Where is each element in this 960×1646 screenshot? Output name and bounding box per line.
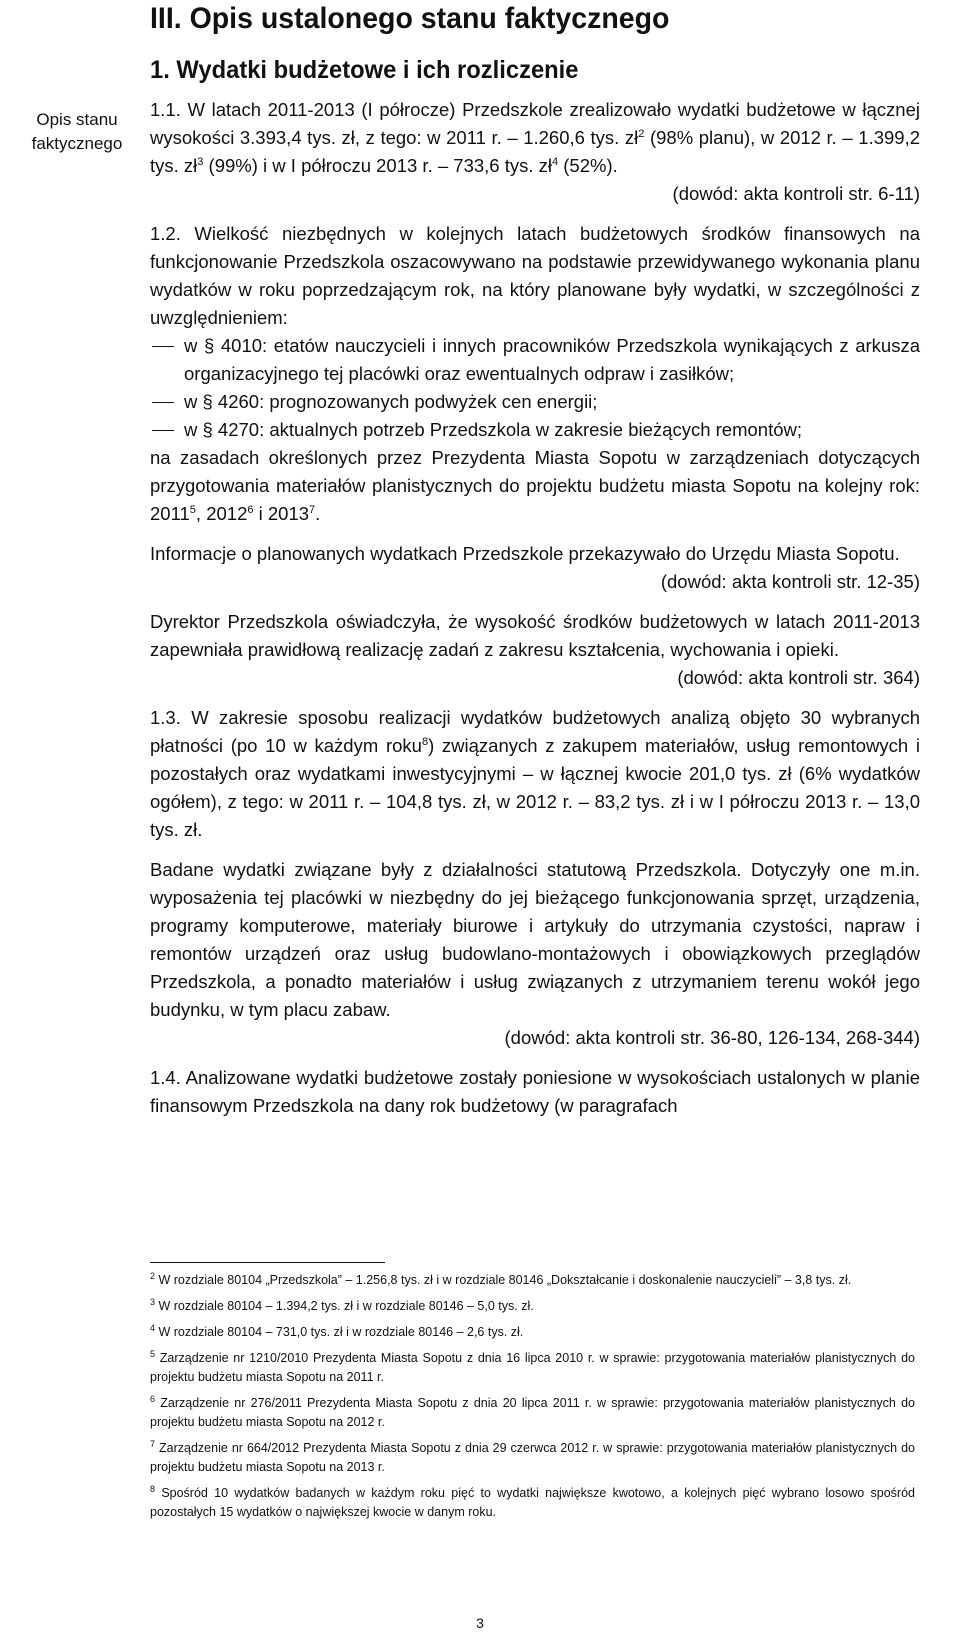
footnote-ref-8: 8 [421, 735, 429, 748]
evidence-note: (dowód: akta kontroli str. 36-80, 126-134, 268-344) [504, 1027, 920, 1048]
footnote: $^5$ Zarządzenie nr 1210/2010 Prezydenta Miasta Sopotu z dnia 16 lipca 2010 r. w sprawie: przygotowania materiałów planistycznych do projektu budżetu miasta Sopotu na 2011 r. [150, 1348, 915, 1384]
footnotes [150, 1271, 915, 1529]
paragraph-1-4: 1.4. Analizowane wydatki budżetowe zostały poniesione w wysokościach ustalonych w planie finansowym Przedszkola na dany rok budżetowy (w paragrafach [150, 1067, 920, 1116]
paragraph-1-2-cont: na zasadach określonych przez Prezydenta Miasta Sopotu w zarządzeniach dotyczących przygotowania materiałów planistycznych do projektu budżetu miasta Sopotu na kolejny rok: 2011$^5$, 2012$^6$ i 2013$^7$. [150, 447, 920, 524]
footnote: $^8$ Spośród 10 wydatków badanych w każdym roku pięć to wydatki największe kwotowo, a kolejnych pięć wybrano losowo spośród pozostałych 15 wydatków o największej kwocie w danym roku. [150, 1483, 915, 1519]
paragraph-1-3: 1.3. W zakresie sposobu realizacji wydatków budżetowych analizą objęto 30 wybranych płatności (po 10 w każdym roku$^8$) związanych z zakupem materiałów, usług remontowych i pozostałych oraz wydatkami inwestycyjnymi – w łącznej kwocie 201,0 tys. zł (6% wydatków ogółem), z tego: w 2011 r. – 104,8 tys. zł, w 2012 r. – 83,2 tys. zł i w I półroczu 2013 r. – 13,0 tys. zł. [150, 707, 920, 840]
margin-label: Opis stanu faktycznego [31, 110, 123, 153]
footnote-ref-6: 6 [247, 503, 254, 516]
list-item: w § 4260: prognozowanych podwyżek cen energii; [184, 391, 598, 412]
footnote: $^6$ Zarządzenie nr 276/2011 Prezydenta Miasta Sopotu z dnia 20 lipca 2011 r. w sprawie: przygotowania materiałów planistycznych do projektu budżetu miasta Sopotu na 2012 r. [150, 1393, 915, 1429]
footnote-separator [150, 1262, 385, 1263]
footnote: $^7$ Zarządzenie nr 664/2012 Prezydenta Miasta Sopotu z dnia 29 czerwca 2012 r. w sprawie: przygotowania materiałów planistycznych do projektu budżetu miasta Sopotu na 2013 r. [150, 1438, 915, 1474]
subsection-heading: 1. Wydatki budżetowe i ich rozliczenie [150, 56, 579, 84]
evidence-note: (dowód: akta kontroli str. 12-35) [660, 571, 920, 592]
list-item: w § 4010: etatów nauczycieli i innych pracowników Przedszkola wynikających z arkusza organizacyjnego tej placówki oraz ewentualnych odpraw i zasiłków; [184, 335, 920, 384]
section-heading: III. Opis ustalonego stanu faktycznego [150, 2, 670, 35]
footnote-ref-3: 3 [197, 155, 204, 168]
paragraph-1-2: 1.2. Wielkość niezbędnych w kolejnych latach budżetowych środków finansowych na funkcjonowanie Przedszkola oszacowywano na podstawie przewidywanego wykonania planu wydatków w roku poprzedzającym rok, na który planowane były wydatki, w szczególności z uwzględnieniem: [150, 223, 920, 328]
evidence-note: (dowód: akta kontroli str. 364) [677, 667, 920, 688]
page-number: 3 [476, 1615, 484, 1631]
footnote-ref-2: 2 [638, 127, 645, 140]
paragraph-info: Informacje o planowanych wydatkach Przedszkole przekazywało do Urzędu Miasta Sopotu. [150, 543, 900, 564]
footnote-ref-4: 4 [552, 155, 559, 168]
evidence-note: (dowód: akta kontroli str. 6-11) [672, 183, 920, 204]
paragraph-director: Dyrektor Przedszkola oświadczyła, że wysokość środków budżetowych w latach 2011-2013 zapewniała prawidłową realizację zadań z zakresu kształcenia, wychowania i opieki. [150, 611, 920, 660]
list-item: w § 4270: aktualnych potrzeb Przedszkola w zakresie bieżących remontów; [184, 419, 802, 440]
footnote: $^3$ W rozdziale 80104 – 1.394,2 tys. zł i w rozdziale 80146 – 5,0 tys. zł. [150, 1296, 534, 1313]
footnote-ref-7: 7 [309, 503, 316, 516]
paragraph-1-1: 1.1. W latach 2011-2013 (I półrocze) Przedszkole zrealizowało wydatki budżetowe w łącznej wysokości 3.393,4 tys. zł, z tego: w 2011 r. – 1.260,6 tys. $zł^2$ (98% planu), w 2012 r. – 1.399,2 tys. $zł^3$ (99%) i w I półroczu 2013 r. – 733,6 tys. $zł^4$ (52%). [150, 99, 921, 176]
paragraph-examined: Badane wydatki związane były z działalności statutową Przedszkola. Dotyczyły one m.in. wyposażenia tej placówki w niezbędny do jej bieżącego funkcjonowania sprzęt, urządzenia, programy komputerowe, materiały biurowe i artykuły do utrzymania czystości, napraw i remontów urządzeń oraz usług budowlano-montażowych i obowiązkowych przeglądów Przedszkola, a ponadto materiałów i usług związanych z utrzymaniem terenu wokół jego budynku, w tym placu zabaw. [150, 859, 920, 1020]
body-text [150, 96, 920, 1120]
footnote: $^2$ W rozdziale 80104 „Przedszkola” – 1.256,8 tys. zł i w rozdziale 80146 „Dokształcanie i doskonalenie nauczycieli” – 3,8 tys. zł. [150, 1270, 852, 1287]
footnote-ref-5: 5 [189, 503, 196, 516]
footnote: $^4$ W rozdziale 80104 – 731,0 tys. zł i w rozdziale 80146 – 2,6 tys. zł. [150, 1322, 524, 1339]
